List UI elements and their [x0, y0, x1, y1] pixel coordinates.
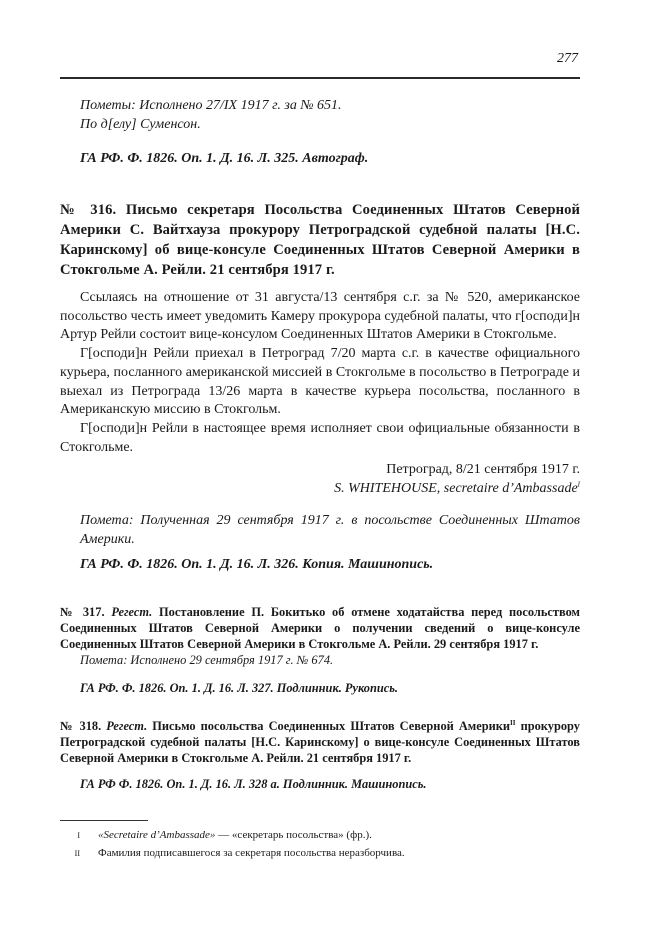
- doc317-title-block: [60, 604, 580, 652]
- footnote-rule: [60, 820, 148, 821]
- note-top: [80, 96, 580, 134]
- doc316-paragraph-3: Г[осподи]н Рейли в настоящее время исполняет свои официальные обязанности в Стокгольме.: [60, 420, 580, 455]
- footnote-1-text: — «секретарь посольства» (фр.).: [215, 829, 372, 841]
- doc317-number: № 317.: [60, 605, 105, 619]
- footnote-1-italic: «Secretaire d’Ambassade»: [98, 829, 216, 841]
- doc318-regest: Регест.: [106, 719, 148, 733]
- doc318-title-block: [60, 718, 580, 766]
- footnote-2-text: Фамилия подписавшегося за секретаря посольства неразборчива.: [98, 847, 405, 859]
- doc316-paragraph-1: Ссылаясь на отношение от 31 августа/13 сентября с.г. за № 520, американское посольство честь имеет уведомить Камеру прокурора судебной палаты, что г[осподи]н Артур Рейли состоит вице-консулом Соединенных Штатов Америки в Стокгольме.: [60, 290, 580, 343]
- source-325: ГА РФ. Ф. 1826. Оп. 1. Д. 16. Л. 325. Автограф.: [80, 151, 369, 166]
- footnote-2-mark: II: [74, 849, 80, 858]
- doc318-title-b: прокурору Петроградской судебной палаты [Н.С. Каринскому] о вице-консуле Соединенных Штатов Северной Америки в Стокгольме А. Рейли. 21 сентября 1917 г.: [60, 719, 580, 765]
- doc318-number: № 318.: [60, 719, 102, 733]
- header-rule: [60, 77, 580, 79]
- footnote-ref-2: II: [510, 718, 516, 727]
- doc316-body: [60, 289, 580, 457]
- footnote-1: [60, 828, 580, 843]
- footnote-2: [60, 846, 580, 861]
- footnote-1-mark: I: [77, 831, 80, 840]
- doc317-regest: Регест.: [111, 605, 153, 619]
- doc316-source: ГА РФ. Ф. 1826. Оп. 1. Д. 16. Л. 326. Копия. Машинопись.: [80, 557, 434, 572]
- footnote-ref-1: I: [577, 480, 580, 489]
- note-top-line2: По д[елу] Суменсон.: [80, 117, 201, 132]
- doc316-signature: [60, 479, 580, 498]
- doc316-title: № 316. Письмо секретаря Посольства Соединенных Штатов Северной Америки С. Вайтхауза прокурору Петроградской судебной палаты [Н.С. Каринскому] об вице-консуле Соединенных Штатов Северной Америки в Стокгольме А. Рейли. 21 сентября 1917 г.: [60, 202, 580, 278]
- page-number: 277: [557, 51, 578, 66]
- doc317-source: ГА РФ. Ф. 1826. Оп. 1. Д. 16. Л. 327. Подлинник. Рукопись.: [80, 681, 399, 695]
- doc318-title-a: Письмо посольства Соединенных Штатов Северной Америки: [152, 719, 511, 733]
- note-top-line1: Пометы: Исполнено 27/IX 1917 г. за № 651.: [80, 98, 342, 113]
- doc316-signature-text: S. WHITEHOUSE, secretaire d’Ambassade: [334, 481, 578, 496]
- doc316-place-date: Петроград, 8/21 сентября 1917 г.: [386, 462, 580, 477]
- doc316-paragraph-2: Г[осподи]н Рейли приехал в Петроград 7/20 марта с.г. в качестве официального курьера, посланного американской миссией в Стокгольме в посольство в Петрограде и выехал из Петрограда 13/26 марта в качестве курьера посольства, посланного в Американскую миссию в Стокгольм.: [60, 346, 580, 418]
- doc318-source: ГА РФ Ф. 1826. Оп. 1. Д. 16. Л. 328 а. Подлинник. Машинопись.: [80, 777, 427, 791]
- doc317-title: Постановление П. Бокитько об отмене ходатайства перед посольством Соединенных Штатов Северной Америки о получении сведений о вице-консуле Соединенных Штатов Северной Америки в Стокгольме А. Рейли. 29 сентября 1917 г.: [60, 605, 581, 651]
- doc316-note: Помета: Полученная 29 сентября 1917 г. в посольстве Соединенных Штатов Америки.: [80, 513, 580, 547]
- doc317-note: Помета: Исполнено 29 сентября 1917 г. № 674.: [80, 653, 334, 667]
